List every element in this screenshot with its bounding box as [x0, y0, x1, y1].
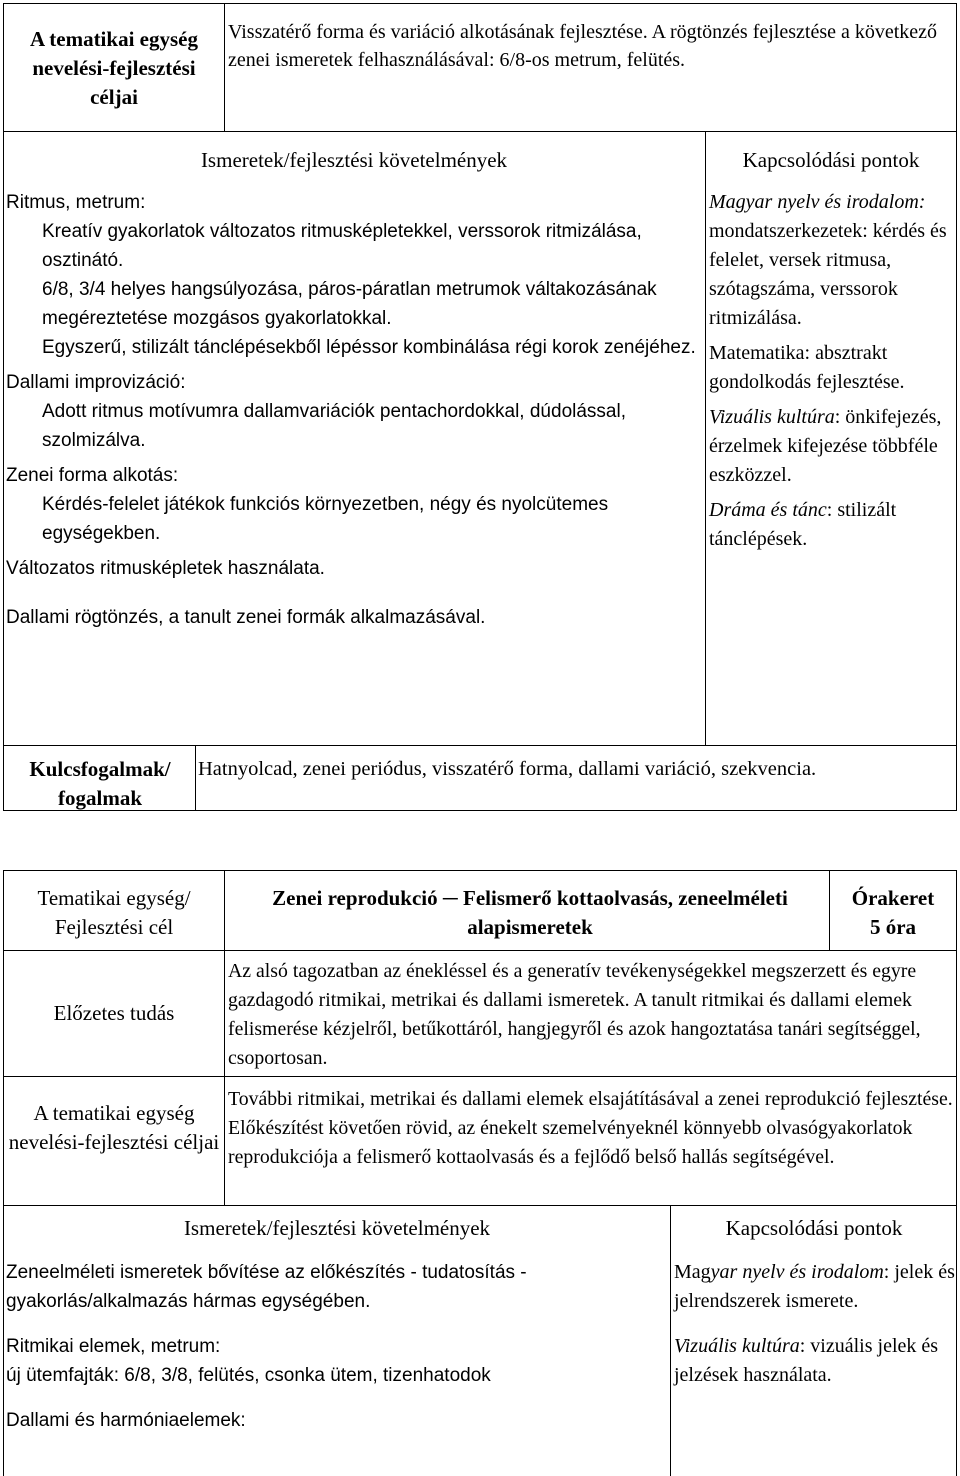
hours-value: 5 óra — [869, 915, 917, 939]
top-goals-label: A tematikai egység nevelési-fejlesztési céljai — [30, 27, 198, 109]
conn-math: Matematika: absztrakt gondolkodás fejlesztése. — [709, 342, 905, 393]
conn-drama-title: Dráma és tánc — [709, 499, 827, 521]
prior-label: Előzetes tudás — [53, 1001, 175, 1025]
conn-hu-text: mondatszerkezetek: kérdés és felelet, versek ritmusa, szótagszáma, verssorok ritmizálása. — [709, 220, 947, 329]
key-concepts-label: Kulcsfogalmak/ fogalmak — [29, 757, 171, 810]
conn-vis-title-2: Vizuális kultúra — [674, 1335, 800, 1357]
req-rhythm-text: új ütemfajták: 6/8, 3/8, felütés, csonka ütem, tizenhatodok — [6, 1365, 491, 1386]
hours-label — [832, 884, 954, 942]
conn-vis-text-2: : vizuális jelek és jelzések használata. — [674, 1335, 939, 1386]
rhythm-title: Ritmus, metrum: — [6, 192, 146, 213]
conn-hu-prefix: Mag — [674, 1261, 711, 1283]
conn-vis-text: : önkifejezés, érzelmek kifejezése többféle eszközzel. — [709, 406, 942, 486]
rhythm-item: 6/8, 3/4 helyes hangsúlyozása, páros-páratlan metrumok váltakozásának megéreztetése mozgásos gyakorlatokkal. — [42, 279, 657, 329]
form-title: Zenei forma alkotás: — [6, 465, 179, 486]
conn-vis-title: Vizuális kultúra — [709, 406, 835, 428]
conn-drama-text: : stilizált tánclépések. — [709, 499, 897, 550]
req-theory: Zeneelméleti ismeretek bővítése az előkészítés - tudatosítás - gyakorlás/alkalmazás hármas egységében. — [6, 1262, 527, 1312]
rhythm-item: Egyszerű, stilizált tánclépésekből lépéssor kombinálása régi korok zenéjéhez. — [42, 337, 696, 358]
melodic-improvisation: Dallami rögtönzés, a tanult zenei formák alkalmazásával. — [6, 607, 486, 628]
hours-label-text: Órakeret — [851, 886, 935, 910]
top-req-header: Ismeretek/fejlesztési követelmények — [200, 148, 508, 172]
conn-hu-text-2: : jelek és jelrendszerek ismerete. — [674, 1261, 955, 1312]
unit-title: Zenei reprodukció ─ Felismerő kottaolvasás, zeneelméleti alapismeretek — [272, 886, 788, 939]
impro-item: Adott ritmus motívumra dallamvariációk pentachordokkal, dúdolással, szolmizálva. — [42, 401, 626, 451]
top-requirements — [6, 188, 696, 632]
rhythm-item: Kreatív gyakorlatok változatos ritmusképletekkel, verssorok ritmizálása, osztinátó. — [42, 221, 642, 271]
unit-label: Tematikai egység/ Fejlesztési cél — [37, 886, 191, 939]
bottom-req-header: Ismeretek/fejlesztési követelmények — [183, 1216, 491, 1240]
conn-hu-title-2: yar nyelv és irodalom — [710, 1261, 884, 1283]
req-rhythm-title: Ritmikai elemek, metrum: — [6, 1336, 221, 1357]
bottom-goals-label: A tematikai egység nevelési-fejlesztési céljai — [8, 1101, 220, 1154]
req-melody-title: Dallami és harmóniaelemek: — [6, 1410, 246, 1431]
form-item: Kérdés-felelet játékok funkciós környezetben, négy és nyolcütemes egységekben. — [42, 494, 609, 544]
bottom-conn-header: Kapcsolódási pontok — [725, 1216, 903, 1240]
bottom-goals-text: További ritmikai, metrikai és dallami elemek elsajátításával a zenei reprodukció fejlesztése. Előkészítést követően rövid, az énekelt szemelvényeknél könnyebb olvasógyakorlatok reprodukciója a felismerő kottaolvasás és a fejlődő belső hallás segítségével. — [228, 1088, 953, 1168]
bottom-requirements — [6, 1258, 666, 1435]
top-connections — [709, 188, 955, 554]
top-goals-text: Visszatérő forma és variáció alkotásának fejlesztése. A rögtönzés fejlesztése a következő zenei ismeretek felhasználásával: 6/8-os metrum, felütés. — [228, 21, 938, 71]
prior-text: Az alsó tagozatban az énekléssel és a generatív tevékenységekkel megszerzett és egyre gazdagodó ritmikai, metrikai és dallami ismeretek. A tanult ritmikai és dallami elemek felismerése kézjelről, betűkottáról, hangjegyről és azok hangoztatása tanári segítséggel, csoportosan. — [228, 960, 921, 1069]
conn-hu-title: Magyar nyelv és irodalom: — [709, 191, 926, 213]
impro-title: Dallami improvizáció: — [6, 372, 186, 393]
top-conn-header: Kapcsolódási pontok — [742, 148, 920, 172]
varied-rhythms: Változatos ritmusképletek használata. — [6, 558, 325, 579]
bottom-connections — [674, 1258, 956, 1390]
key-concepts-text: Hatnyolcad, zenei periódus, visszatérő forma, dallami variáció, szekvencia. — [198, 758, 817, 780]
